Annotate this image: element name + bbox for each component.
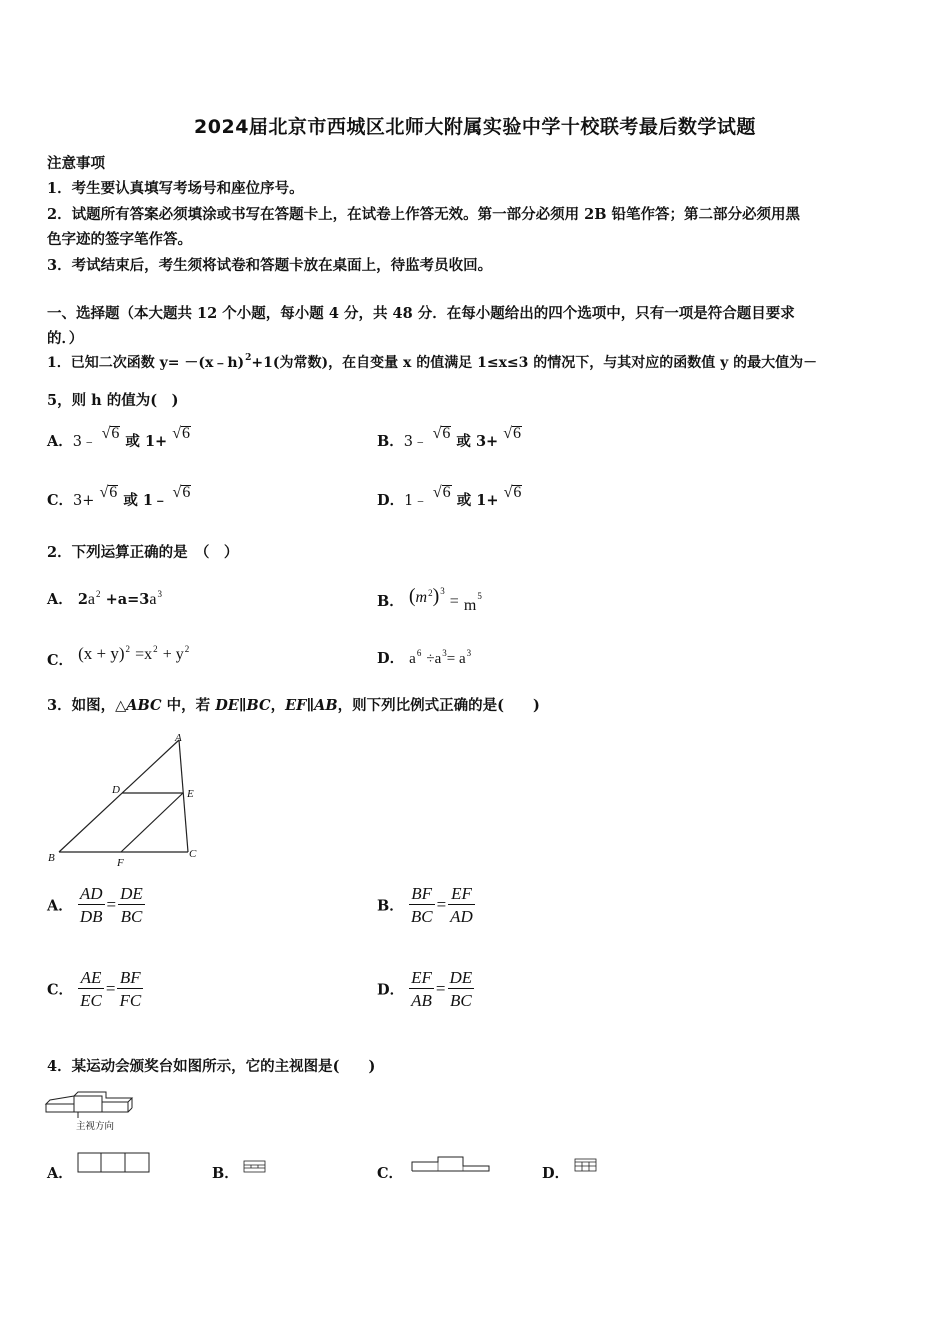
q4-option-d-figure[interactable]: [574, 1158, 598, 1174]
notice-heading: 注意事项: [47, 155, 105, 172]
q1-option-a[interactable]: A．3﹣ √6 或 1+ √6: [47, 425, 191, 450]
vertex-c-label: C: [189, 848, 197, 860]
q4-option-a-figure[interactable]: [77, 1152, 151, 1174]
q2-option-d[interactable]: D． $a^6 \div a^3= a^3$: [377, 648, 472, 667]
q2-option-a[interactable]: A． $2a^2 +a=3a^3$: [47, 589, 162, 608]
section-heading: 一、选择题（本大题共 12 个小题，每小题 4 分，共 48 分．在每小题给出的四个选项中，只有一项是符合题目要求: [47, 305, 795, 322]
q4-option-a-label[interactable]: A．: [47, 1165, 73, 1182]
q4-option-b-label[interactable]: B．: [212, 1165, 239, 1182]
q2-option-c[interactable]: C． $(x + y)^2 =x^2 + y^2$: [47, 644, 190, 669]
q4-option-d-label[interactable]: D．: [542, 1165, 570, 1182]
view-direction-caption: 主视方向: [76, 1121, 115, 1132]
question-3-text: 3．如图，△ABC 中，若 DE∥BC，EF∥AB，则下列比例式正确的是( ): [47, 697, 540, 714]
notice-item: 3．考试结束后，考生须将试卷和答题卡放在桌面上，待监考员收回。: [47, 257, 493, 274]
question-1-text-cont: 5，则 h 的值为( ): [47, 392, 179, 409]
question-1-text: 1．已知二次函数 y= －(x﹣h)$^2$+1(为常数)，在自变量 x 的值满足 1≤x≤3 的情况下，与其对应的函数值 y 的最大值为－: [47, 353, 818, 371]
notice-item: 色字迹的签字笔作答。: [47, 231, 192, 248]
q3-option-d[interactable]: D． $\frac{EF}{AB}$ = $\frac{DE}{BC}$: [377, 968, 473, 1010]
point-d-label: D: [112, 784, 120, 796]
question-2-text: 2．下列运算正确的是 （ ）: [47, 544, 239, 561]
podium-right-block: [102, 1102, 128, 1112]
q3-option-b[interactable]: B． $\frac{BF}{BC}$ = $\frac{EF}{AD}$: [377, 884, 473, 926]
q3-option-c[interactable]: C． $\frac{AE}{EC}$ = $\frac{BF}{FC}$: [47, 968, 142, 1010]
q4-option-c-label[interactable]: C．: [377, 1165, 404, 1182]
section-heading-cont: 的．）: [47, 330, 84, 347]
segment-ef: [121, 793, 183, 852]
q1-option-d[interactable]: D．1﹣ √6 或 1+ √6: [377, 484, 522, 509]
vertex-a-label: A: [175, 732, 182, 744]
q1-option-b[interactable]: B．3﹣ √6 或 3+ √6: [377, 425, 522, 450]
vertex-b-label: B: [48, 852, 55, 864]
q3-option-a[interactable]: A． $\frac{AD}{DB}$ = $\frac{DE}{BC}$: [47, 884, 143, 926]
notice-item: 2．试题所有答案必须填涂或书写在答题卡上，在试卷上作答无效。第一部分必须用 2B 铅笔作答；第二部分必须用黑: [47, 206, 801, 223]
podium-figure: [42, 1088, 142, 1136]
question-4-text: 4．某运动会颁奖台如图所示，它的主视图是( ): [47, 1058, 376, 1075]
q2-option-b[interactable]: B． $(m^2)^3 = m^5$: [377, 585, 482, 614]
page-title: 2024届北京市西城区北师大附属实验中学十校联考最后数学试题: [194, 116, 756, 138]
q1-option-c[interactable]: C．3+ √6 或 1﹣ √6: [47, 484, 191, 509]
triangle-figure: [42, 730, 212, 870]
point-f-label: F: [117, 857, 124, 869]
q4-option-c-figure[interactable]: [411, 1155, 493, 1173]
podium-left-block: [46, 1104, 74, 1112]
podium-center-block: [74, 1096, 102, 1112]
side-ab: [59, 740, 179, 852]
point-e-label: E: [187, 788, 194, 800]
notice-item: 1．考生要认真填写考场号和座位序号。: [47, 180, 304, 197]
q4-option-b-figure[interactable]: [243, 1160, 267, 1174]
